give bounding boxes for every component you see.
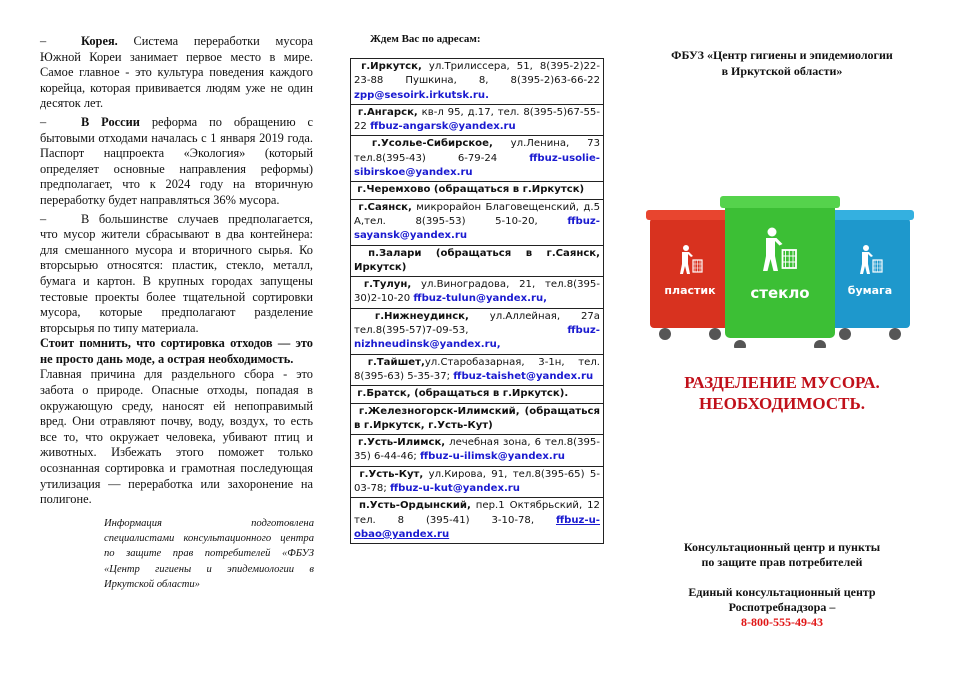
org-line-2: в Иркутской области» <box>721 64 843 78</box>
city-name: г.Иркутск, <box>361 61 422 72</box>
email-link[interactable]: ffbuz-u-kut@yandex.ru <box>389 483 520 495</box>
korea-paragraph <box>40 34 313 112</box>
email-link[interactable]: ffbuz-usolie-sibirskoe@yandex.ru <box>354 152 600 179</box>
address-text: ул.Трилиссера, 51, 8(395-2)22-23-88 Пушкина, 8, 8(395-2)63-66-22 <box>354 61 600 87</box>
main-title <box>632 372 932 414</box>
bin-label-glass: стекло <box>750 284 810 302</box>
korea-heading: Корея. <box>81 34 118 48</box>
email-link[interactable]: ffbuz-taishet@yandex.ru <box>453 370 594 382</box>
emphasis-paragraph <box>40 336 313 367</box>
majority-paragraph <box>40 212 313 337</box>
unified-line-2: Роспотребнадзора – <box>728 600 836 614</box>
recycling-bins-illustration <box>640 178 920 348</box>
email-link[interactable]: ffbuz-angarsk@yandex.ru <box>370 121 516 133</box>
address-row <box>351 59 604 105</box>
consult-line-2: по защите прав потребителей <box>701 555 863 569</box>
dash: – <box>40 114 47 129</box>
left-column <box>40 34 313 508</box>
bin-label-paper: бумага <box>847 284 893 297</box>
city-name: г.Саянск, <box>358 201 412 213</box>
address-text: ул.Аллейная, 27а тел.8(395-57)7-09-53, <box>354 310 600 337</box>
bin-label-plastic: пластик <box>664 284 716 297</box>
bin-plastic <box>646 210 734 340</box>
consult-line-1: Консультационный центр и пункты <box>683 540 881 554</box>
address-row <box>351 403 604 435</box>
address-cell <box>351 308 604 354</box>
email-link[interactable]: ffbuz-nizhneudinsk@yandex.ru, <box>354 325 600 351</box>
address-text: ул.Виноградова, 21, тел.8(395-30)2-10-20 <box>354 279 600 305</box>
address-text: ул.Старобазарная, 3-1н, тел. 8(395-63) 5-35-37; <box>354 356 600 382</box>
city-name: г.Усть-Кут, <box>359 468 424 480</box>
email-link[interactable]: ffbuz-sayansk@yandex.ru <box>354 215 600 242</box>
city-name: г.Усолье-Сибирское, <box>371 138 493 150</box>
addresses-heading: Ждем Вас по адресам: <box>370 33 481 45</box>
address-row <box>351 386 604 403</box>
address-cell <box>351 386 604 403</box>
city-name: г.Железногорск-Илимский, (обращаться в г.Иркутск, г.Усть-Кут) <box>354 405 600 431</box>
address-row <box>351 104 604 136</box>
address-row <box>351 498 604 544</box>
bin-glass <box>720 196 840 348</box>
org-line-1: ФБУЗ «Центр гигиены и эпидемиологии <box>671 48 893 62</box>
credit-word: подготовлена <box>251 518 314 529</box>
credit-word: Информация <box>104 518 162 529</box>
address-row <box>351 354 604 386</box>
title-line-2: НЕОБХОДИМОСТЬ. <box>699 394 865 413</box>
address-cell <box>351 199 604 245</box>
address-cell <box>351 403 604 435</box>
address-text: ул.Ленина, 73 тел.8(395-43) 6-79-24 <box>354 138 600 164</box>
city-name: п.Залари (обращаться в г.Саянск, Иркутск) <box>354 247 600 273</box>
title-line-1: РАЗДЕЛЕНИЕ МУСОРА. <box>684 373 880 392</box>
dash: – <box>40 211 47 226</box>
city-name: г.Нижнеудинск, <box>374 310 469 322</box>
hotline-phone[interactable]: 8-800-555-49-43 <box>741 615 823 629</box>
email-link[interactable]: ffbuz-u-ilimsk@yandex.ru <box>420 451 565 463</box>
address-cell <box>351 245 604 277</box>
bin-paper <box>826 210 914 340</box>
credit-text: специалистами консультационного центра по защите прав потребителей «ФБУЗ «Центр гигиены и эпидемиологии в Иркутской области» <box>104 533 314 590</box>
address-row <box>351 199 604 245</box>
city-name: п.Усть-Ордынский, <box>358 500 471 512</box>
address-text: лечебная зона, 6 тел.8(395-35) 6-44-46; <box>354 437 600 463</box>
organization-name <box>632 47 932 79</box>
city-name: г.Ангарск, <box>357 106 418 118</box>
emphasis-text: Стоит помнить, что сортировка отходов — это не просто дань моде, а острая необходимость. <box>40 336 313 366</box>
city-name: г.Тулун, <box>363 279 412 291</box>
address-text: пер.1 Октябрьский, 12 тел. 8 (395-41) 3-10-78, <box>354 500 600 526</box>
address-cell <box>351 354 604 386</box>
city-name: г.Братск, (обращаться в г.Иркутск). <box>357 388 569 400</box>
address-cell <box>351 277 604 309</box>
address-text: микрорайон Благовещенский, д.5 А,тел. 8(395-53) 5-10-20, <box>354 201 600 227</box>
address-cell <box>351 466 604 498</box>
city-name: г.Усть-Илимск, <box>358 437 446 449</box>
consultation-info <box>632 540 932 630</box>
address-text: ул.Кирова, 91, тел.8(395-65) 5-03-78; <box>354 468 600 495</box>
russia-text: реформа по обращению с бытовыми отходами началась с 1 января 2019 года. Паспорт нацпроекта «Экология» (который определяет основные направления реформы) предполагает, что к 2024 году на вторичную переработку будет направляться 36% мусора. <box>40 114 313 207</box>
address-text: кв-л 95, д.17, тел. 8(395-5)67-55-22 <box>354 106 600 133</box>
address-cell <box>351 498 604 544</box>
email-link[interactable]: ffbuz-u-obao@yandex.ru <box>354 514 600 540</box>
russia-heading: В России <box>81 114 140 129</box>
address-row <box>351 308 604 354</box>
email-link[interactable]: zpp@sesoirk.irkutsk.ru. <box>354 89 489 101</box>
address-cell <box>351 104 604 136</box>
address-row <box>351 245 604 277</box>
address-cell <box>351 59 604 105</box>
address-row <box>351 182 604 199</box>
unified-line-1: Единый консультационный центр <box>688 585 876 599</box>
credit-note <box>104 516 314 592</box>
addresses-table <box>350 58 604 544</box>
korea-text: Система переработки мусора Южной Кореи занимает первое место в мире. Самое главное - это культура поведения каждого корейца, которая прививается людям уже не один десяток лет. <box>40 34 313 111</box>
city-name: г.Тайшет, <box>367 356 425 368</box>
address-row <box>351 435 604 467</box>
address-row <box>351 466 604 498</box>
dash: – <box>40 34 47 48</box>
address-cell <box>351 136 604 182</box>
address-cell <box>351 182 604 199</box>
russia-paragraph <box>40 115 313 209</box>
city-name: г.Черемхово (обращаться в г.Иркутск) <box>357 184 585 196</box>
majority-text: В большинстве случаев предполагается, что мусор жители сбрасывают в два контейнера: для смешанного мусора и вторичного сырья. Ко вторсырью относятся: пластик, стекло, металл, бумага и картон. В крупных городах запущены тестовые проекты более тщательной сортировки мусора, которые предполагают разделение вторсырья по типу материала. <box>40 211 313 335</box>
address-row <box>351 136 604 182</box>
address-cell <box>351 435 604 467</box>
email-link[interactable]: ffbuz-tulun@yandex.ru, <box>413 293 547 305</box>
main-reason-paragraph: Главная причина для раздельного сбора - это забота о природе. Опасные отходы, попадая в окружающую среду, наносят ей непоправимый вред. Они отравляют почву, воду, воздух, то есть все то, что окружает человека, убивают птиц и животных. Избежать этого поможет только осознанная сортировка и грамотная последующая утилизация — переработка или захоронение на полигоне. <box>40 367 313 507</box>
address-row <box>351 277 604 309</box>
